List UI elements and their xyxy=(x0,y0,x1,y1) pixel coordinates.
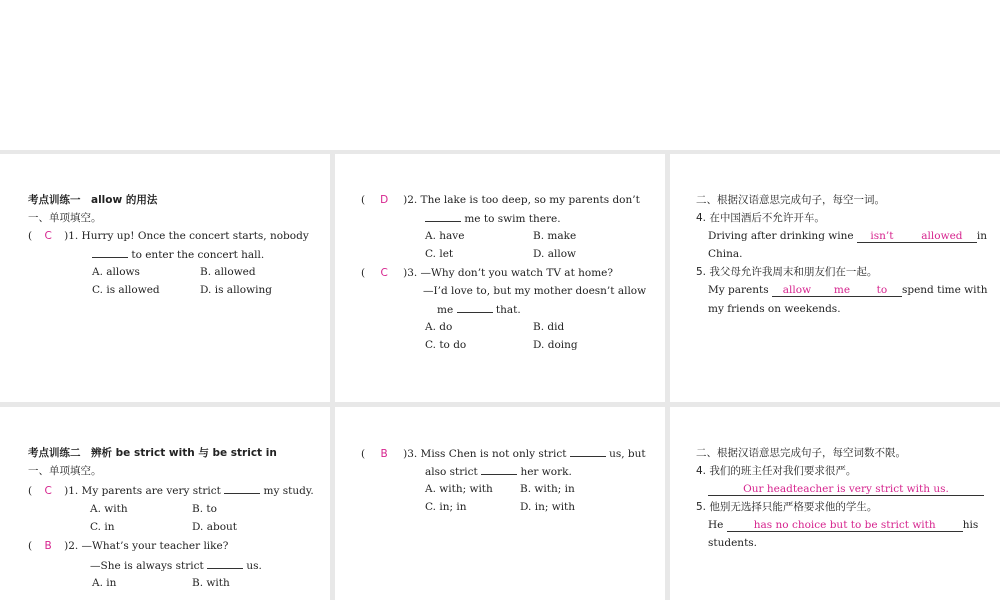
question-stem: )3. —Why don’t you watch TV at home? xyxy=(403,267,614,279)
answer-letter: B xyxy=(44,540,52,552)
option-d: D. allow xyxy=(533,248,577,260)
answer-letter: C xyxy=(44,230,52,242)
question-stem: )1. Hurry up! Once the concert starts, nobody xyxy=(64,230,309,242)
option-a: A. do xyxy=(425,321,453,333)
option-c: C. is allowed xyxy=(92,284,160,296)
question-stem: )1. My parents are very strict xyxy=(64,485,221,497)
sentence-line: China. xyxy=(708,248,743,260)
answer-blank xyxy=(425,211,461,222)
question-line xyxy=(437,302,521,317)
answer-letter: C xyxy=(380,267,388,279)
section-title: 二、根据汉语意思完成句子，每空词数不限。 xyxy=(696,447,906,459)
answer-fill: allowed xyxy=(907,230,977,243)
option-c: C. let xyxy=(425,248,454,260)
option-b: B. with; in xyxy=(520,483,575,495)
question-text: me xyxy=(437,304,454,316)
question-stem: )2. The lake is too deep, so my parents don’t xyxy=(403,194,640,206)
question-text: us. xyxy=(246,560,262,572)
question-1: ( C )1. Hurry up! Once the concert starts, nobody xyxy=(28,230,309,242)
option-a: A. allows xyxy=(92,266,140,278)
sentence-line xyxy=(708,482,984,496)
question-stem: )3. Miss Chen is not only strict xyxy=(403,448,567,460)
option-b: B. did xyxy=(533,321,565,333)
panel-strict-practice xyxy=(0,407,330,600)
answer-letter: B xyxy=(380,448,388,460)
section-title: 一、单项填空。 xyxy=(28,212,102,224)
chinese-prompt: 5. 他别无选择只能严格要求他的学生。 xyxy=(696,501,878,513)
answer-fill: allow xyxy=(772,284,822,297)
sentence-text: My parents xyxy=(708,284,769,296)
answer-fill: has no choice but to be strict with xyxy=(727,519,963,532)
panel-translate-strict xyxy=(670,407,1000,600)
question-3: ( C )3. —Why don’t you watch TV at home? xyxy=(361,267,614,279)
sentence-line: my friends on weekends. xyxy=(708,303,841,315)
sentence-text: his xyxy=(962,519,979,531)
sentence-line xyxy=(708,518,978,532)
question-stem: )2. —What’s your teacher like? xyxy=(64,540,229,552)
question-line xyxy=(425,211,561,226)
option-b: B. allowed xyxy=(200,266,256,278)
panel-heading: 考点训练二 辨析 be strict with 与 be strict in xyxy=(28,447,277,459)
answer-letter: C xyxy=(44,485,52,497)
answer-fill: me xyxy=(822,284,862,297)
question-3: ( B )3. Miss Chen is not only strict us, but xyxy=(361,448,646,460)
answer-blank xyxy=(92,247,128,258)
question-line xyxy=(92,247,264,262)
sentence-line xyxy=(708,283,988,297)
answer-letter: D xyxy=(380,194,389,206)
option-a: A. in xyxy=(92,577,117,589)
panel-heading: 考点训练一 allow 的用法 xyxy=(28,194,158,206)
panel-translate-allow xyxy=(670,154,1000,402)
question-text: us, but xyxy=(609,448,646,460)
answer-blank xyxy=(224,483,260,494)
section-title: 二、根据汉语意思完成句子，每空一词。 xyxy=(696,194,885,206)
option-d: D. about xyxy=(192,521,238,533)
question-line xyxy=(90,558,262,573)
question-text: my study. xyxy=(263,485,314,497)
sentence-text: He xyxy=(708,519,724,531)
option-b: B. make xyxy=(533,230,577,242)
question-1: ( C )1. My parents are very strict my study. xyxy=(28,485,314,497)
question-2: ( B )2. —What’s your teacher like? xyxy=(28,540,229,552)
answer-blank xyxy=(457,302,493,313)
panel-strict-continued xyxy=(335,407,665,600)
question-line: —I’d love to, but my mother doesn’t allow xyxy=(423,285,647,297)
option-b: B. to xyxy=(192,503,217,515)
option-c: C. in; in xyxy=(425,501,467,513)
option-a: A. with xyxy=(90,503,128,515)
sentence-text: Driving after drinking wine xyxy=(708,230,854,242)
chinese-prompt: 5. 我父母允许我周末和朋友们在一起。 xyxy=(696,266,878,278)
answer-fill: Our headteacher is very strict with us. xyxy=(708,483,984,496)
option-d: D. doing xyxy=(533,339,578,351)
question-text: that. xyxy=(495,304,521,316)
question-text: me to swim there. xyxy=(464,213,561,225)
option-a: A. have xyxy=(425,230,465,242)
answer-blank xyxy=(481,464,517,475)
sentence-text: spend time with xyxy=(901,284,988,296)
option-b: B. with xyxy=(192,577,230,589)
sentence-line xyxy=(708,229,987,243)
panel-allow-continued xyxy=(335,154,665,402)
answer-blank xyxy=(570,446,606,457)
sentence-line: students. xyxy=(708,537,758,549)
chinese-prompt: 4. 在中国酒后不允许开车。 xyxy=(696,212,825,224)
answer-fill: to xyxy=(862,284,902,297)
question-text: to enter the concert hall. xyxy=(131,249,265,261)
option-a: A. with; with xyxy=(425,483,493,495)
answer-blank xyxy=(207,558,243,569)
option-d: D. in; with xyxy=(520,501,576,513)
answer-fill: isn’t xyxy=(857,230,907,243)
question-text: her work. xyxy=(520,466,572,478)
sentence-text: in xyxy=(976,230,988,242)
option-d: D. is allowing xyxy=(200,284,272,296)
question-text: —She is always strict xyxy=(90,560,204,572)
question-text: also strict xyxy=(425,466,478,478)
section-title: 一、单项填空。 xyxy=(28,465,102,477)
option-c: C. in xyxy=(90,521,115,533)
option-c: C. to do xyxy=(425,339,467,351)
question-line xyxy=(425,464,572,479)
question-2: ( D )2. The lake is too deep, so my parents don’t xyxy=(361,194,640,206)
chinese-prompt: 4. 我们的班主任对我们要求很严。 xyxy=(696,465,857,477)
panel-allow-practice xyxy=(0,154,330,402)
